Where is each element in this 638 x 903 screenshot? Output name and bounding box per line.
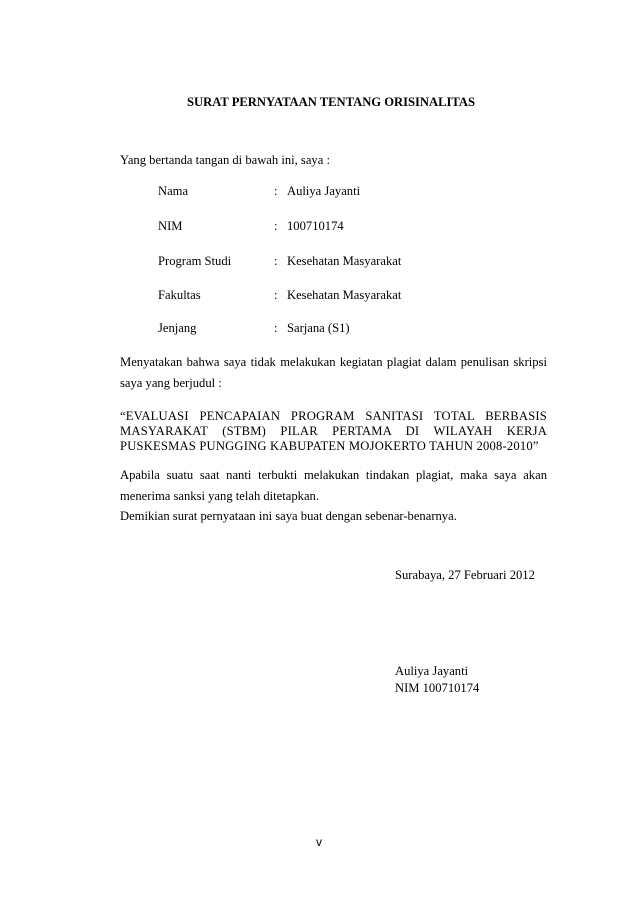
thesis-title bbox=[120, 409, 547, 454]
field-label-fakultas: Fakultas bbox=[158, 288, 201, 302]
statement-line: Menyatakan bahwa saya tidak melakukan kegiatan plagiat dalam penulisan skripsi bbox=[120, 355, 547, 369]
thesis-title-line: “EVALUASI PENCAPAIAN PROGRAM SANITASI TOTAL BERBASIS bbox=[120, 409, 547, 423]
field-value-fakultas: Kesehatan Masyarakat bbox=[287, 288, 402, 302]
field-colon: : bbox=[274, 288, 278, 302]
thesis-title-line: MASYARAKAT (STBM) PILAR PERTAMA DI WILAYAH KERJA bbox=[120, 424, 547, 438]
thesis-title-line: PUSKESMAS PUNGGING KABUPATEN MOJOKERTO TAHUN 2008-2010” bbox=[120, 439, 539, 453]
field-colon: : bbox=[274, 321, 278, 335]
field-colon: : bbox=[274, 184, 278, 198]
field-colon: : bbox=[274, 219, 278, 233]
statement-line: saya yang berjudul : bbox=[120, 376, 222, 390]
field-label-nim: NIM bbox=[158, 219, 183, 233]
field-value-jenjang: Sarjana (S1) bbox=[287, 321, 350, 335]
statement-paragraph bbox=[120, 352, 547, 394]
consequence-line: menerima sanksi yang telah ditetapkan. bbox=[120, 489, 319, 503]
signer-nim: NIM 100710174 bbox=[395, 681, 480, 695]
field-label-jenjang: Jenjang bbox=[158, 321, 197, 335]
field-value-nama: Auliya Jayanti bbox=[287, 184, 361, 198]
signer-name: Auliya Jayanti bbox=[395, 664, 469, 678]
consequence-paragraph bbox=[120, 465, 547, 507]
field-value-program-studi: Kesehatan Masyarakat bbox=[287, 254, 402, 268]
field-colon: : bbox=[274, 254, 278, 268]
field-label-nama: Nama bbox=[158, 184, 189, 198]
field-label-program-studi: Program Studi bbox=[158, 254, 232, 268]
consequence-line: Apabila suatu saat nanti terbukti melakukan tindakan plagiat, maka saya akan bbox=[120, 468, 547, 482]
intro-text: Yang bertanda tangan di bawah ini, saya : bbox=[120, 153, 330, 167]
field-value-nim: 100710174 bbox=[287, 219, 344, 233]
closing-sentence: Demikian surat pernyataan ini saya buat dengan sebenar-benarnya. bbox=[120, 509, 457, 523]
place-date: Surabaya, 27 Februari 2012 bbox=[395, 568, 535, 582]
page-number: v bbox=[316, 835, 322, 849]
document-title: SURAT PERNYATAAN TENTANG ORISINALITAS bbox=[187, 95, 475, 109]
